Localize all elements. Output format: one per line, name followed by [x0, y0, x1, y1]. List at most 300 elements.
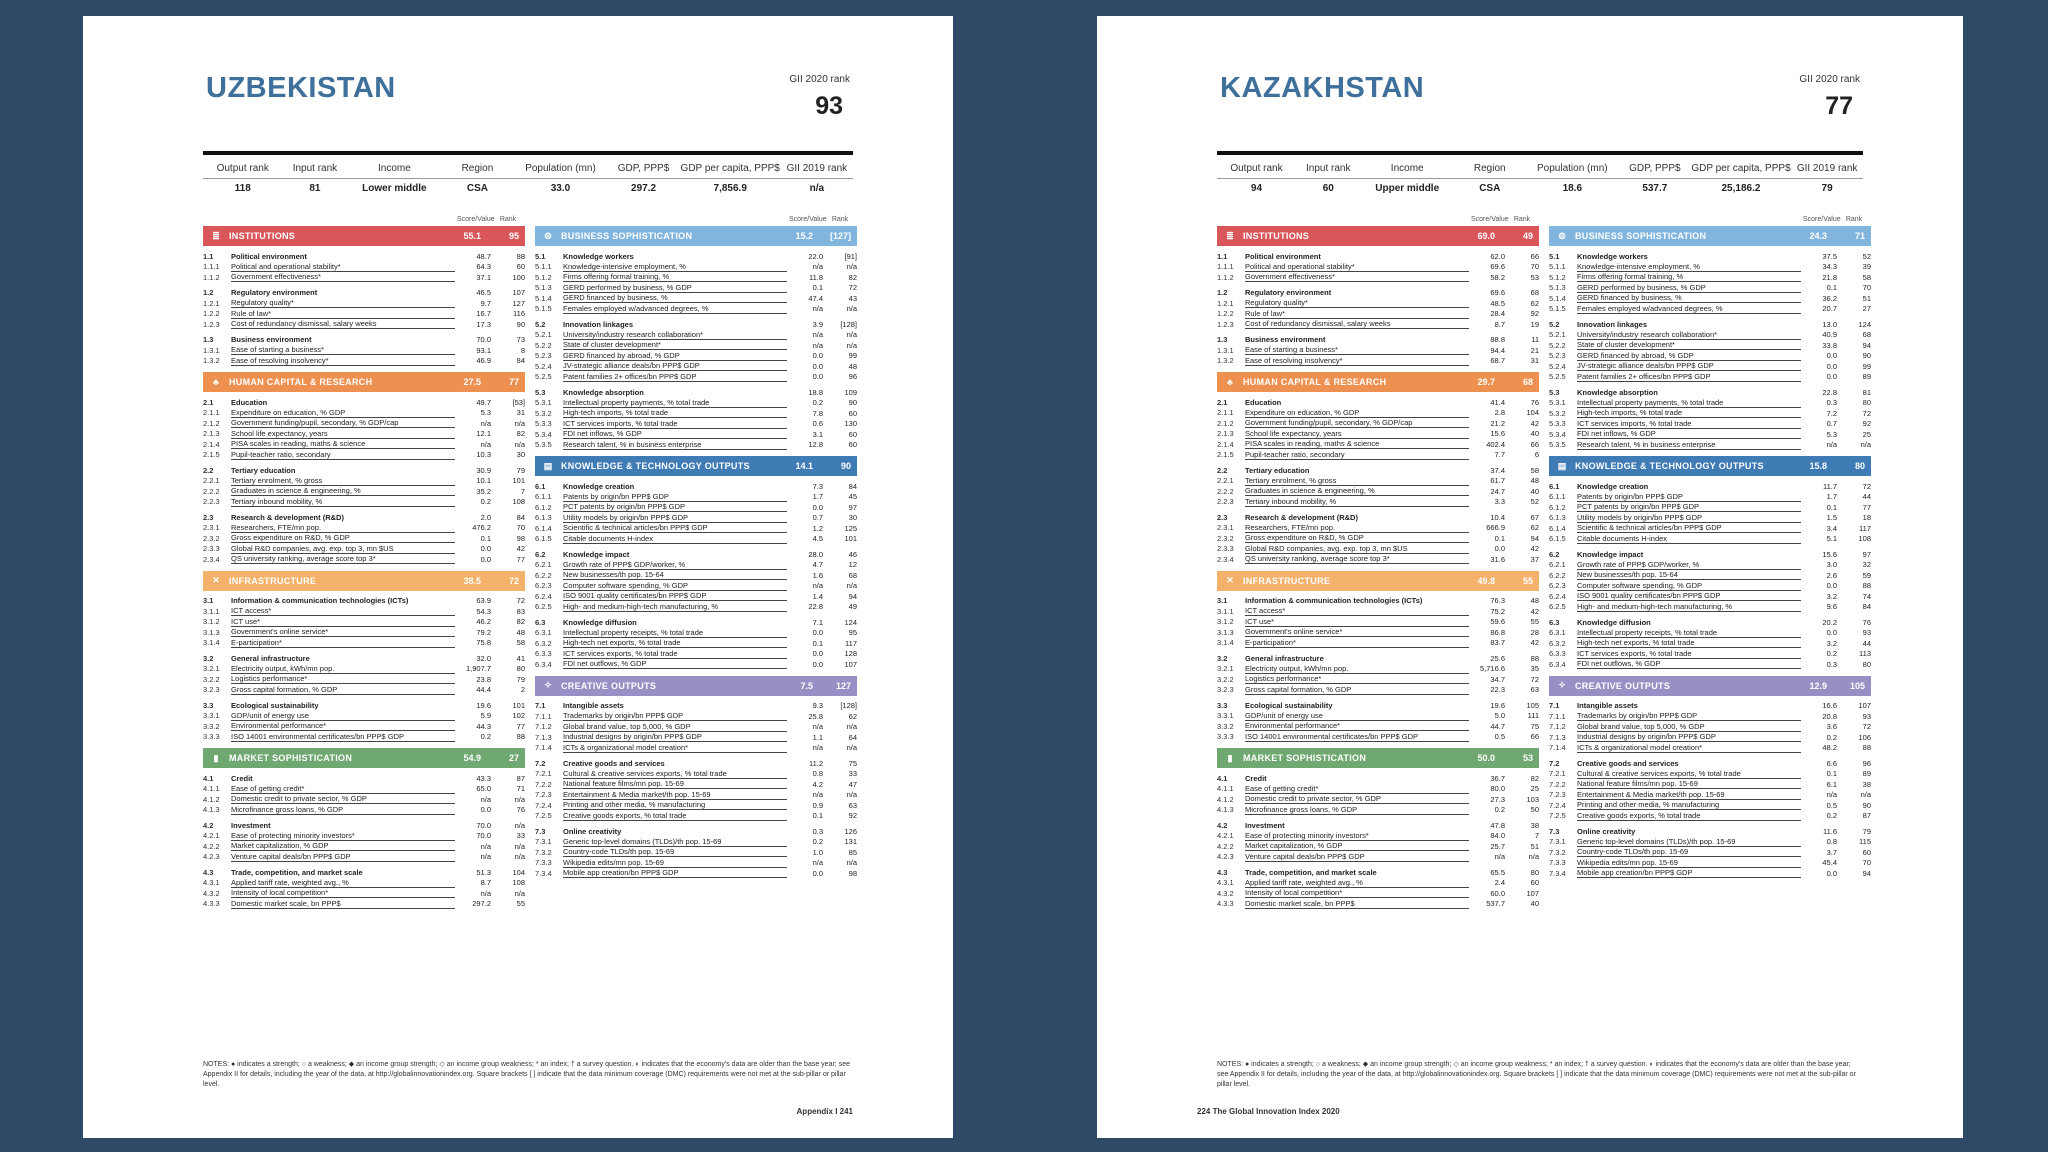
indicator-name: Utility models by origin/bn PPP$ GDP	[1577, 513, 1801, 523]
indicator-rank: 117	[1859, 523, 1871, 533]
indicator-score: 22.0	[808, 251, 823, 261]
indicator-rank: 88	[1530, 653, 1539, 663]
indicator-score: 48.2	[1822, 743, 1837, 753]
indicator-row	[203, 805, 525, 816]
country-page-kazakhstan	[1097, 16, 1963, 1138]
indicator-row	[1217, 418, 1539, 429]
indicator-score: n/a	[1494, 852, 1505, 862]
indicator-score: 0.1	[1826, 502, 1837, 512]
indicator-score: 0.0	[480, 554, 491, 564]
indicator-name: Creative goods exports, % total trade	[1577, 811, 1801, 821]
indicator-score: 1.1	[812, 732, 823, 742]
indicator-name: Computer software spending, % GDP	[563, 581, 787, 591]
indicator-code: 1.3.1	[203, 345, 220, 355]
indicator-score: 58.2	[1490, 272, 1505, 282]
indicator-rank: 98	[516, 533, 525, 543]
indicator-code: 1.2.3	[203, 319, 220, 329]
indicator-rank: 73	[516, 335, 525, 345]
indicator-code: 5.3.5	[535, 440, 552, 450]
indicator-label: Population (mn)	[514, 161, 608, 179]
indicator-row	[1217, 486, 1539, 497]
indicator-name: Cultural & creative services exports, % total trade	[1577, 769, 1801, 779]
indicator-score: 37.1	[476, 272, 491, 282]
indicator-name: ICT access*	[1245, 606, 1469, 616]
sub-pillar	[203, 820, 525, 862]
indicator-rank: 79	[1862, 826, 1871, 836]
indicator-value: 79	[1821, 183, 1833, 194]
indicator-value: 537.7	[1642, 183, 1668, 194]
indicator-rank: 77	[1862, 502, 1871, 512]
indicator-code: 7.1.3	[1549, 732, 1566, 742]
indicator-row	[535, 868, 857, 879]
indicator-rank: 62	[1530, 523, 1539, 533]
indicator-score: n/a	[1826, 440, 1837, 450]
sub-pillar	[1549, 758, 1871, 821]
indicator-row	[1217, 888, 1539, 899]
sub-pillar-row	[1549, 758, 1871, 769]
indicator-name: JV-strategic alliance deals/bn PPP$ GDP	[1577, 361, 1801, 371]
indicator-name: Computer software spending, % GDP	[1577, 581, 1801, 591]
indicator-row	[1549, 304, 1871, 315]
indicator-score: 0.1	[1494, 533, 1505, 543]
indicator-name: Females employed w/advanced degrees, %	[1577, 304, 1801, 314]
indicator-score: 16.7	[476, 309, 491, 319]
indicator-code: 7.1.4	[1549, 743, 1566, 753]
pillar-score: 24.3	[1809, 231, 1827, 241]
pillar-section	[1549, 226, 1871, 450]
indicator-score: 46.2	[476, 617, 491, 627]
indicator-name: Patents by origin/bn PPP$ GDP	[563, 492, 787, 502]
indicator-rank: 25	[1862, 429, 1871, 439]
indicator-rank: 107	[512, 288, 525, 298]
indicator-rank: 12	[848, 560, 857, 570]
indicator-rank: 101	[844, 534, 857, 544]
pillar-icon: ▤	[543, 460, 553, 471]
indicator-code: 2.3	[203, 512, 214, 522]
indicator-rank: 70	[1862, 858, 1871, 868]
indicator-row	[203, 309, 525, 320]
indicator-rank: 11	[1531, 335, 1539, 345]
indicator-name: Printing and other media, % manufacturing	[1577, 800, 1801, 810]
sub-pillar-row	[1217, 820, 1539, 831]
indicator-name: GDP/unit of energy use	[231, 711, 455, 721]
column-header	[1549, 216, 1871, 226]
pillar-score: 69.0	[1477, 231, 1495, 241]
indicator-score: 0.0	[812, 659, 823, 669]
indicator-rank: 96	[848, 372, 857, 382]
indicator-code: 4.3	[1217, 867, 1228, 877]
indicator-rank: 92	[848, 811, 857, 821]
indicator-rank: 49	[848, 602, 857, 612]
pillar-section	[203, 372, 525, 565]
pillar-icon: ✕	[1226, 575, 1234, 585]
indicator-code: 3.3.3	[203, 732, 220, 742]
score-header: Score/Value	[1803, 216, 1841, 223]
indicator-name: Domestic credit to private sector, % GDP	[1245, 794, 1469, 804]
indicator-score: 0.0	[812, 361, 823, 371]
indicator-rank: 35	[1530, 664, 1539, 674]
sub-pillar-row	[203, 700, 525, 711]
indicator-rank: 126	[844, 826, 857, 836]
indicator-name: University/industry research collaboration*	[563, 330, 787, 340]
indicator-name: Creative goods and services	[1577, 758, 1679, 768]
indicator-row	[535, 293, 857, 304]
indicator-value: 18.6	[1562, 183, 1583, 194]
sub-pillar	[1549, 826, 1871, 879]
indicator-row	[1549, 272, 1871, 283]
indicator-code: 3.3.2	[203, 721, 220, 731]
indicator-name: ICT services imports, % total trade	[563, 419, 787, 429]
pillar-rank: 49	[1522, 231, 1533, 241]
indicator-row	[535, 570, 857, 581]
indicator-rank: 62	[1530, 298, 1539, 308]
key-indicators	[1217, 161, 1863, 198]
indicator-code: 2.2.3	[1217, 497, 1234, 507]
sub-pillar-row	[1549, 481, 1871, 492]
indicator-code: 5.1.4	[535, 293, 552, 303]
indicator-code: 5.2.2	[1549, 340, 1566, 350]
indicator-score: n/a	[812, 330, 823, 340]
indicator-rank: 84	[516, 512, 525, 522]
indicator-score: 0.0	[1826, 581, 1837, 591]
indicator-code: 5.3.3	[535, 419, 552, 429]
indicator-score: 0.1	[812, 283, 823, 293]
indicator-code: 5.1.3	[535, 283, 552, 293]
indicator-score: 0.0	[480, 544, 491, 554]
indicator-rank: 84	[516, 356, 525, 366]
indicator-row	[203, 674, 525, 685]
indicator-score: 25.8	[808, 711, 823, 721]
indicator-rank: 76	[1530, 397, 1539, 407]
indicator-rank: 88	[516, 732, 525, 742]
indicator-name: Pupil-teacher ratio, secondary	[1245, 450, 1469, 460]
sub-pillar	[1549, 387, 1871, 450]
indicator-code: 5.3.2	[535, 408, 552, 418]
indicator-name: Ease of resolving insolvency*	[231, 356, 455, 366]
indicator-score: 17.3	[476, 319, 491, 329]
indicator-name: Global R&D companies, avg. exp. top 3, mn $US	[231, 544, 455, 554]
indicator-score: 0.0	[812, 502, 823, 512]
indicator-rank: 104	[1526, 408, 1539, 418]
indicator-row	[203, 418, 525, 429]
indicator-name: Researchers, FTE/mn pop.	[231, 523, 455, 533]
indicator-rank: 68	[1530, 288, 1539, 298]
indicator-name: Knowledge absorption	[563, 387, 644, 397]
indicator-score: 0.2	[1826, 732, 1837, 742]
indicator-code: 1.3.1	[1217, 345, 1234, 355]
sub-pillar-row	[203, 335, 525, 346]
indicator-code: 7.1.1	[1549, 711, 1566, 721]
indicator-row	[535, 581, 857, 592]
indicator-name: Citable documents H-index	[563, 534, 787, 544]
indicator-rank: 98	[848, 868, 857, 878]
indicator-name: Cost of redundancy dismissal, salary weeks	[1245, 319, 1469, 329]
indicator-code: 6.2.5	[1549, 602, 1566, 612]
indicator-row	[1549, 534, 1871, 545]
indicator-rank: 42	[1530, 418, 1539, 428]
indicator-row	[1549, 591, 1871, 602]
indicator-rank: [91]	[844, 251, 857, 261]
pillar-header	[535, 456, 857, 476]
indicator-row	[535, 769, 857, 780]
indicator-rank: 42	[1530, 544, 1539, 554]
indicator-rank: 33	[848, 769, 857, 779]
indicator-name: Tertiary inbound mobility, %	[231, 497, 455, 507]
indicator-rank: 72	[848, 283, 857, 293]
indicator-row	[535, 811, 857, 822]
indicator-name: PISA scales in reading, maths & science	[1245, 439, 1469, 449]
indicator-name: Firms offering formal training, %	[1577, 272, 1801, 282]
indicator-name: National feature films/mn pop. 15-69	[563, 779, 787, 789]
indicator-rank: 51	[1530, 841, 1539, 851]
indicator-code: 3.1.2	[1217, 617, 1234, 627]
indicator-code: 4.3.2	[203, 888, 220, 898]
indicator-name: Trademarks by origin/bn PPP$ GDP	[563, 711, 787, 721]
indicator-row	[1217, 852, 1539, 863]
sub-pillar	[1217, 653, 1539, 695]
indicator-rank: 75	[1530, 721, 1539, 731]
sub-pillar-row	[1217, 596, 1539, 607]
indicator-score: 25.6	[1490, 653, 1505, 663]
indicator-score: 24.7	[1490, 486, 1505, 496]
indicator-name: Graduates in science & engineering, %	[231, 486, 455, 496]
indicator-score: 5.1	[1826, 534, 1837, 544]
indicator-rank: 2	[520, 685, 525, 695]
indicator-code: 1.1.2	[1217, 272, 1234, 282]
indicator-row	[1217, 345, 1539, 356]
indicator-rank: 125	[844, 523, 857, 533]
pillar-title: INFRASTRUCTURE	[229, 575, 317, 586]
indicator-name: Scientific & technical articles/bn PPP$ GDP	[1577, 523, 1801, 533]
indicator-score: 47.8	[1490, 820, 1505, 830]
indicator-score: 0.2	[480, 732, 491, 742]
sub-pillar	[1217, 596, 1539, 649]
indicator-value: 81	[309, 183, 321, 194]
indicator-name: Domestic credit to private sector, % GDP	[231, 794, 455, 804]
sub-pillar	[1217, 465, 1539, 507]
indicator-row	[1549, 361, 1871, 372]
indicator-row	[535, 340, 857, 351]
indicator-rank: 89	[1862, 372, 1871, 382]
indicator-code: 3.1.3	[203, 627, 220, 637]
indicator-name: Tertiary education	[231, 465, 296, 475]
indicator-name: Trade, competition, and market scale	[231, 867, 363, 877]
indicator-name: Government funding/pupil, secondary, % GDP/cap	[1245, 418, 1469, 428]
indicator-name: Information & communication technologies (ICTs)	[231, 596, 409, 606]
indicator-code: 5.2	[535, 319, 546, 329]
indicator-code: 4.1.3	[1217, 805, 1234, 815]
indicator-row	[203, 533, 525, 544]
indicator-score: 18.8	[808, 387, 823, 397]
indicator-code: 6.3.1	[535, 628, 552, 638]
indicator-row	[1217, 617, 1539, 628]
indicator-row	[1549, 419, 1871, 430]
indicator-name: Government funding/pupil, secondary, % GDP/cap	[231, 418, 455, 428]
indicator-name: Research & development (R&D)	[231, 512, 344, 522]
indicator-rank: 32	[1862, 560, 1871, 570]
indicator-score: 5.3	[480, 408, 491, 418]
indicator-score: 21.2	[1490, 418, 1505, 428]
indicator-row	[203, 476, 525, 487]
indicator-score: 93.1	[476, 345, 491, 355]
indicator-score: 13.0	[1822, 319, 1837, 329]
indicator-score: 1.2	[812, 523, 823, 533]
indicator-name: Government effectiveness*	[1245, 272, 1469, 282]
indicator-code: 2.2.3	[203, 497, 220, 507]
indicator-rank: n/a	[514, 852, 525, 862]
indicator-rank: 44	[1862, 492, 1871, 502]
indicator-score: 49.7	[476, 397, 491, 407]
indicator-score: 45.4	[1822, 858, 1837, 868]
indicator-score: 3.7	[1826, 847, 1837, 857]
indicator-code: 7.1.2	[1549, 722, 1566, 732]
indicator-name: Mobile app creation/bn PPP$ GDP	[1577, 868, 1801, 878]
indicator-score: 8.7	[480, 878, 491, 888]
indicator-score: n/a	[480, 841, 491, 851]
pillar-column-left	[203, 216, 525, 915]
sub-pillar-row	[203, 397, 525, 408]
indicator-rank: 80	[1530, 867, 1539, 877]
indicator-score: 4.7	[812, 560, 823, 570]
indicator-rank: 87	[516, 773, 525, 783]
indicator-name: Online creativity	[563, 826, 622, 836]
indicator-name: Applied tariff rate, weighted avg., %	[1245, 878, 1469, 888]
indicator-score: 43.3	[476, 773, 491, 783]
indicator-code: 7.1.4	[535, 743, 552, 753]
indicator-code: 7.3.1	[535, 837, 552, 847]
indicator-code: 6.3.2	[1549, 638, 1566, 648]
indicator-row	[1217, 272, 1539, 283]
indicator-name: Ease of getting credit*	[231, 784, 455, 794]
indicator-name: Creative goods exports, % total trade	[563, 811, 787, 821]
indicator-score: 22.8	[1822, 387, 1837, 397]
indicator-rank: n/a	[846, 743, 857, 753]
notes: NOTES: ● indicates a strength; ○ a weakness; ◆ an income group strength; ◇ an income group weakness; * an index; † a survey question. ◐ indicates that the economy's data are older than the base year; see Appendix II for details, including the year of the data, at http://globalinnovationindex.org. Square brackets [ ] indicate that the data minimum coverage (DMC) requirements were not met at the sub-pillar or pillar level.	[203, 1061, 850, 1088]
indicator-row	[1217, 544, 1539, 555]
indicator-rank: 66	[1530, 732, 1539, 742]
indicator-row	[203, 831, 525, 842]
indicator-rank: 21	[1530, 345, 1539, 355]
indicator-code: 3.1.1	[1217, 606, 1234, 616]
indicator-name: ISO 9001 quality certificates/bn PPP$ GDP	[1577, 591, 1801, 601]
indicator-code: 3.1.1	[203, 606, 220, 616]
pillar-header	[1217, 571, 1539, 591]
indicator-code: 5.1.5	[535, 304, 552, 314]
indicator-code: 2.1	[203, 397, 214, 407]
indicator-score: 3.2	[1826, 638, 1837, 648]
indicator-row	[1549, 811, 1871, 822]
indicator-name: Growth rate of PPP$ GDP/worker, %	[1577, 560, 1801, 570]
indicator-rank: n/a	[846, 858, 857, 868]
indicator-score: 3.6	[1826, 722, 1837, 732]
indicator-rank: n/a	[514, 418, 525, 428]
indicator-code: 4.1.2	[203, 794, 220, 804]
indicator-name: PCT patents by origin/bn PPP$ GDP	[563, 502, 787, 512]
pillar-rank: [127]	[829, 231, 851, 241]
indicator-rank: 108	[1858, 534, 1871, 544]
sub-pillar	[203, 700, 525, 742]
indicator-code: 5.3.2	[1549, 408, 1566, 418]
indicator-code: 6.1.3	[535, 513, 552, 523]
indicator-score: 59.6	[1490, 617, 1505, 627]
indicator-code: 6.2.2	[1549, 570, 1566, 580]
pillar-rank: 53	[1522, 753, 1533, 763]
indicator-code: 3.1	[1217, 596, 1228, 606]
sub-pillar-row	[203, 288, 525, 299]
indicator-score: 36.2	[1822, 293, 1837, 303]
indicator-rank: 52	[1862, 251, 1871, 261]
pillar-rank: 80	[1854, 461, 1865, 471]
indicator-rank: 72	[1862, 722, 1871, 732]
sub-pillar-row	[1217, 335, 1539, 346]
indicator-code: 7.3.3	[535, 858, 552, 868]
indicator-code: 7.2	[1549, 758, 1560, 768]
indicator-rank: [128]	[840, 319, 857, 329]
indicator-code: 5.2	[1549, 319, 1560, 329]
indicator-name: Ease of starting a business*	[1245, 345, 1469, 355]
indicator-code: 3.2	[1217, 653, 1228, 663]
indicator-row	[203, 356, 525, 367]
indicator-code: 1.2	[1217, 288, 1228, 298]
indicator-row	[1549, 628, 1871, 639]
indicator-row	[535, 722, 857, 733]
indicator-code: 2.3.2	[1217, 533, 1234, 543]
indicator-rank: 60	[516, 262, 525, 272]
indicator-code: 7.3.2	[535, 847, 552, 857]
gii-rank-label: GII 2020 rank	[789, 74, 850, 85]
indicator-row	[203, 784, 525, 795]
indicator-code: 5.2.1	[1549, 330, 1566, 340]
indicator-row	[1217, 841, 1539, 852]
indicator-rank: 94	[848, 591, 857, 601]
indicator-code: 2.1.2	[1217, 418, 1234, 428]
indicator-name: Political and operational stability*	[1245, 262, 1469, 272]
indicator-score: 0.3	[812, 826, 823, 836]
sub-pillar-row	[535, 701, 857, 712]
indicator-score: 23.8	[476, 674, 491, 684]
indicator-score: 27.3	[1490, 794, 1505, 804]
indicator-code: 7.2.2	[1549, 779, 1566, 789]
indicator-row	[1549, 868, 1871, 879]
indicator-name: ICT services exports, % total trade	[563, 649, 787, 659]
indicator-row	[535, 351, 857, 362]
indicator-label: Output rank	[203, 161, 282, 179]
pillar-score: 7.5	[800, 680, 813, 691]
indicator-score: 476.2	[472, 523, 491, 533]
pillar-rank: 77	[508, 377, 519, 387]
indicator-code: 5.2.4	[535, 361, 552, 371]
indicator-score: 9.6	[1826, 602, 1837, 612]
indicator-row	[1549, 638, 1871, 649]
pillar-score: 54.9	[463, 753, 481, 763]
pillar-title: MARKET SOPHISTICATION	[1243, 753, 1367, 763]
indicator-code: 2.2.1	[203, 476, 220, 486]
indicator-row	[535, 534, 857, 545]
indicator-score: 6.1	[1826, 779, 1837, 789]
indicator-name: Global brand value, top 5,000, % GDP	[563, 722, 787, 732]
indicator-score: 0.7	[1826, 419, 1837, 429]
indicator-rank: n/a	[514, 794, 525, 804]
indicator-score: 46.9	[476, 356, 491, 366]
indicator-rank: 30	[848, 513, 857, 523]
pillar-title: KNOWLEDGE & TECHNOLOGY OUTPUTS	[1575, 461, 1764, 471]
indicator-score: 1.0	[812, 847, 823, 857]
indicator-name: E-participation*	[1245, 638, 1469, 648]
indicator-score: 0.0	[812, 628, 823, 638]
indicator-name: Government's online service*	[231, 627, 455, 637]
indicator-rank: 40	[1530, 486, 1539, 496]
indicator-row	[1217, 476, 1539, 487]
